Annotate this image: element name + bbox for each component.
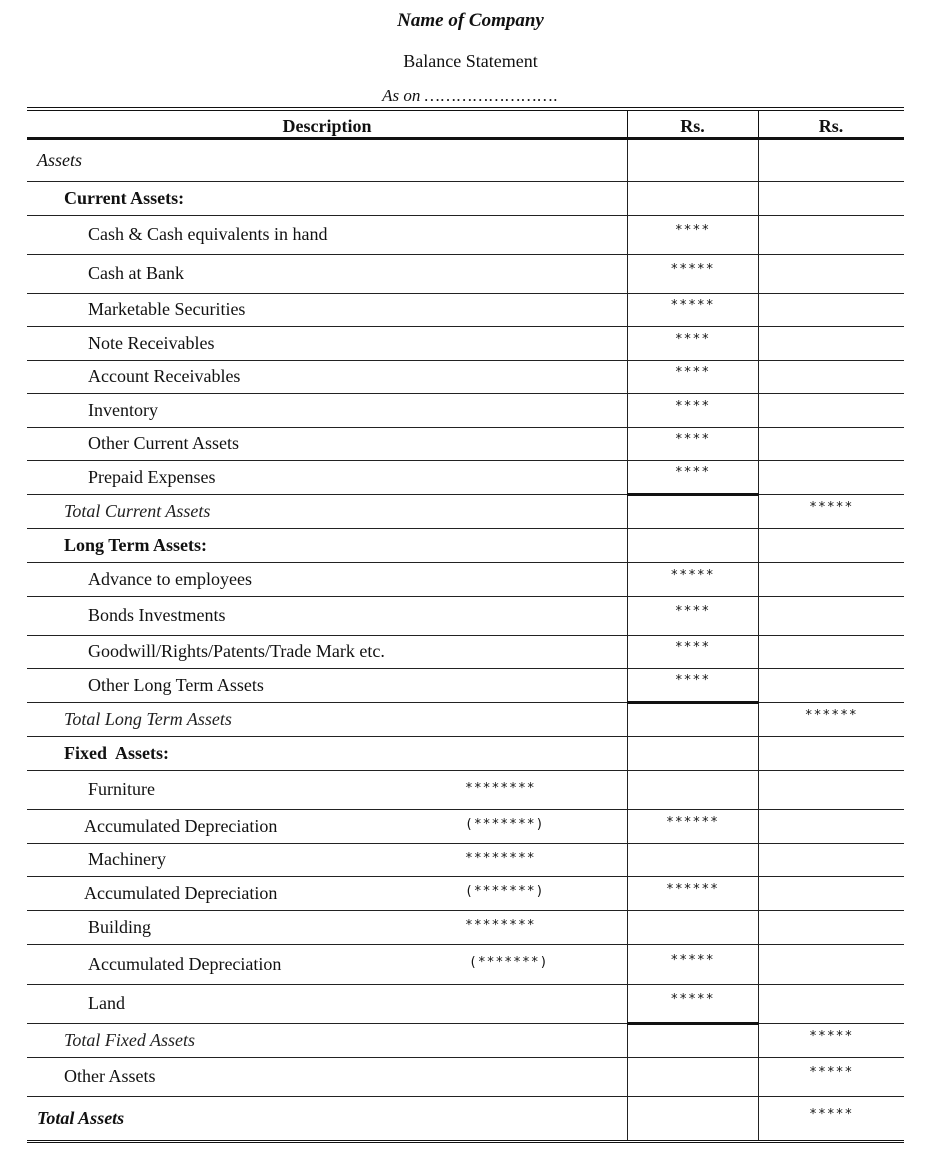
rs-cell-1: [627, 254, 758, 293]
table-row: [27, 494, 904, 528]
row-description: [27, 293, 627, 326]
row-label: Bonds Investments: [88, 605, 226, 625]
row-description: [27, 809, 627, 843]
rs-cell-2: [758, 562, 904, 596]
rs-cell-1: [627, 736, 758, 770]
row-label: Building: [88, 916, 152, 937]
row-description: [27, 1023, 627, 1057]
rs-value: *****: [670, 952, 715, 968]
table-row: [27, 910, 904, 944]
rs-cell-1: [627, 393, 758, 427]
rs-cell-2: [758, 427, 904, 460]
rs-cell-2: [758, 360, 904, 393]
rs-cell-2: [758, 944, 904, 984]
row-description: [27, 562, 627, 596]
row-description: [27, 528, 627, 562]
row-description: [27, 1096, 627, 1141]
rs-cell-2: [758, 736, 904, 770]
rs-cell-2: [758, 215, 904, 254]
row-label: Other Long Term Assets: [88, 674, 264, 695]
rs-cell-2: [758, 460, 904, 494]
rs-cell-2: [758, 770, 904, 809]
table-row: [27, 770, 904, 809]
rs-value: *****: [670, 298, 715, 313]
table-row: [27, 1096, 904, 1141]
rs-cell-1: [627, 360, 758, 393]
row-label: Cash & Cash equivalents in hand: [88, 224, 328, 244]
rs-cell-2: [758, 668, 904, 702]
rs-cell-1: [627, 876, 758, 910]
row-description: [27, 770, 627, 809]
rs-value: ****: [674, 673, 711, 688]
row-label: Machinery: [88, 849, 166, 869]
rs-cell-2: [758, 635, 904, 668]
rs-cell-2: [758, 254, 904, 293]
rs-cell-2: [758, 140, 904, 181]
section-title-current-assets: Current Assets:: [64, 187, 185, 208]
rs-cell-2: [758, 984, 904, 1023]
row-label: Account Receivables: [88, 366, 241, 386]
row-description: [27, 668, 627, 702]
row-description: [27, 181, 627, 215]
total-assets-value: *****: [809, 1106, 854, 1122]
row-description: [27, 1057, 627, 1096]
table-row: [27, 876, 904, 910]
row-description: [27, 460, 627, 494]
total-long-term-assets-value: ******: [804, 707, 858, 723]
rs-value: ****: [674, 365, 711, 380]
total-assets-label: Total Assets: [37, 1107, 125, 1128]
rs-cell-1: [627, 460, 758, 494]
description-column-header: Description: [282, 116, 372, 136]
company-name: Name of Company: [397, 10, 544, 31]
row-label: Other Current Assets: [88, 433, 239, 453]
row-description: [27, 393, 627, 427]
rs-cell-1: [627, 702, 758, 736]
table-row: [27, 460, 904, 494]
rs-cell-2: [758, 494, 904, 528]
rs-cell-2: [758, 910, 904, 944]
rs-cell-2: [758, 843, 904, 876]
rs-cell-1: [627, 293, 758, 326]
table-row: [27, 944, 904, 984]
total-current-assets-label: Total Current Assets: [64, 500, 211, 521]
row-label: Accumulated Depreciation: [88, 953, 282, 974]
as-on-label: As on: [382, 86, 421, 105]
rs-value: ****: [674, 398, 711, 414]
rs-cell-2: [758, 1096, 904, 1141]
header-top-rule-2: [27, 110, 904, 111]
rs-value: ****: [674, 604, 711, 619]
section-title-fixed-assets: Fixed Assets:: [64, 742, 169, 763]
row-description: [27, 254, 627, 293]
rs-value: ****: [674, 640, 711, 655]
row-label: Advance to employees: [88, 568, 252, 589]
rs-value: ******: [666, 814, 719, 830]
rs-cell-1: [627, 984, 758, 1023]
rs-cell-1: [627, 427, 758, 460]
rs-cell-2: [758, 393, 904, 427]
row-label: Marketable Securities: [88, 299, 246, 319]
rs-value: *****: [670, 262, 715, 277]
as-on-line: [0, 86, 941, 106]
section-title-long-term-assets: Long Term Assets:: [64, 534, 208, 555]
other-assets-label: Other Assets: [64, 1066, 156, 1086]
rs-value: ****: [674, 465, 711, 480]
sub-amount: (*******): [465, 884, 545, 899]
row-label: Land: [88, 993, 125, 1013]
table-row: [27, 393, 904, 427]
row-description: [27, 702, 627, 736]
rs-cell-1: [627, 1023, 758, 1057]
rs-cell-2: [758, 702, 904, 736]
section-title-assets: Assets: [37, 149, 82, 170]
table-row: [27, 1057, 904, 1096]
total-long-term-assets-label: Total Long Term Assets: [64, 708, 232, 729]
table-row: [27, 254, 904, 293]
rs-value: ****: [674, 331, 711, 347]
sub-amount: ********: [465, 780, 536, 796]
rs-cell-1: [627, 1057, 758, 1096]
rs-cell-2: [758, 876, 904, 910]
table-row: [27, 528, 904, 562]
other-assets-value: *****: [809, 1065, 854, 1080]
rs-cell-1: [627, 140, 758, 181]
sub-amount: ********: [465, 918, 536, 933]
rs-cell-1: [627, 944, 758, 984]
table-row: [27, 181, 904, 215]
row-label: Prepaid Expenses: [88, 466, 216, 487]
table-row: [27, 702, 904, 736]
rs-cell-1: [627, 770, 758, 809]
rs-cell-1: [627, 668, 758, 702]
table-row: [27, 809, 904, 843]
rs-cell-2: [758, 1057, 904, 1096]
row-label: Cash at Bank: [88, 263, 184, 283]
rs-cell-1: [627, 843, 758, 876]
header-top-rule: [27, 107, 904, 108]
rs-value: ******: [666, 881, 719, 897]
total-fixed-assets-value: *****: [809, 1028, 854, 1044]
rs-cell-2: [758, 326, 904, 360]
row-description: [27, 215, 627, 254]
rs-cell-1: [627, 494, 758, 528]
row-description: [27, 944, 627, 984]
table-row: [27, 360, 904, 393]
total-fixed-assets-label: Total Fixed Assets: [64, 1029, 196, 1050]
row-description: [27, 494, 627, 528]
table-row: [27, 596, 904, 635]
rs-cell-1: [627, 181, 758, 215]
rs-cell-2: [758, 528, 904, 562]
row-label: Accumulated Depreciation: [84, 882, 278, 903]
rs-cell-2: [758, 293, 904, 326]
row-description: [27, 140, 627, 181]
table-row: [27, 635, 904, 668]
rs-cell-1: [627, 910, 758, 944]
rs-cell-1: [627, 635, 758, 668]
row-description: [27, 984, 627, 1023]
table-row: [27, 668, 904, 702]
table-row: [27, 562, 904, 596]
row-description: [27, 843, 627, 876]
rs-column-header-2: Rs.: [818, 116, 844, 136]
table-row: [27, 326, 904, 360]
rs-cell-2: [758, 181, 904, 215]
table-row: [27, 293, 904, 326]
balance-sheet-table: [27, 140, 904, 1143]
rs-cell-1: [627, 528, 758, 562]
row-description: [27, 635, 627, 668]
as-on-dots: …………………….: [424, 86, 559, 105]
statement-title: Balance Statement: [403, 51, 538, 71]
row-description: [27, 326, 627, 360]
table-row: [27, 215, 904, 254]
table-row: [27, 843, 904, 876]
rs-value: *****: [670, 567, 715, 583]
table-row: [27, 427, 904, 460]
row-label: Inventory: [88, 399, 158, 420]
row-description: [27, 736, 627, 770]
rs-value: *****: [670, 991, 715, 1007]
table-row: [27, 1023, 904, 1057]
total-current-assets-value: *****: [809, 499, 854, 515]
table-row: [27, 984, 904, 1023]
rs-cell-1: [627, 596, 758, 635]
sub-amount: (*******): [465, 817, 545, 832]
rs-value: ****: [674, 223, 711, 238]
rs-value: ****: [674, 432, 711, 447]
rs-cell-2: [758, 809, 904, 843]
row-description: [27, 360, 627, 393]
row-label: Goodwill/Rights/Patents/Trade Mark etc.: [88, 641, 385, 661]
sub-amount: (*******): [469, 955, 549, 970]
rs-cell-1: [627, 562, 758, 596]
table-row: [27, 140, 904, 181]
sub-amount: ********: [465, 850, 536, 866]
rs-cell-1: [627, 215, 758, 254]
row-description: [27, 910, 627, 944]
table-row: [27, 736, 904, 770]
row-description: [27, 596, 627, 635]
row-label: Accumulated Depreciation: [84, 815, 278, 836]
rs-cell-2: [758, 1023, 904, 1057]
row-label: Note Receivables: [88, 332, 215, 353]
rs-cell-2: [758, 596, 904, 635]
rs-column-header-1: Rs.: [680, 116, 705, 136]
row-label: Furniture: [88, 779, 155, 799]
rs-cell-1: [627, 1096, 758, 1141]
row-description: [27, 876, 627, 910]
rs-cell-1: [627, 809, 758, 843]
row-description: [27, 427, 627, 460]
rs-cell-1: [627, 326, 758, 360]
